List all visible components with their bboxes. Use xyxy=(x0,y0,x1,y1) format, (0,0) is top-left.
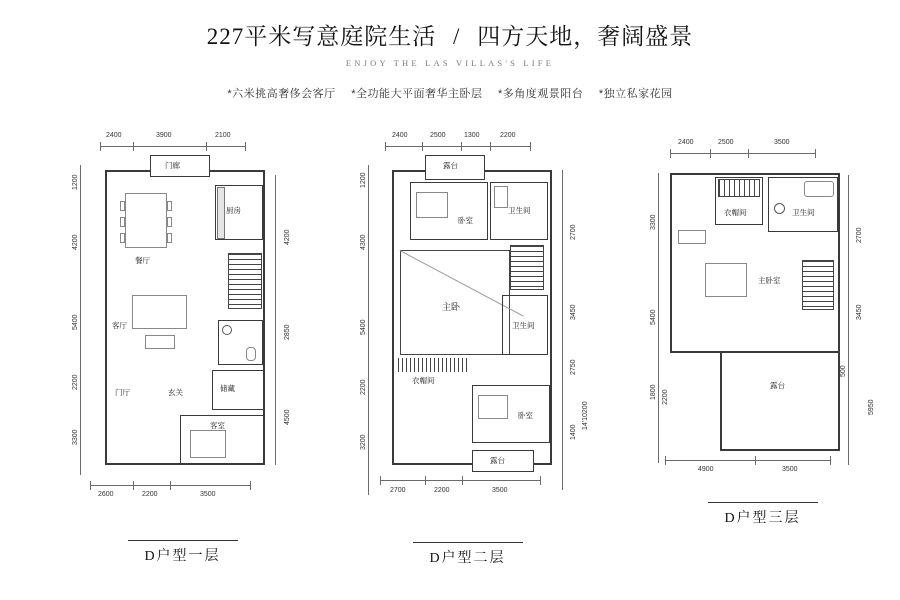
dining-table xyxy=(125,193,167,248)
dim-left-1: 1200 xyxy=(360,172,367,188)
room-label-bath-mid: 卫生间 xyxy=(512,321,535,330)
dim-tick xyxy=(540,476,541,485)
dim-line-left xyxy=(368,165,369,495)
dim-tick xyxy=(461,142,462,151)
floorplan-second-floor xyxy=(350,110,610,566)
room-label-balcony-bottom: 露台 xyxy=(490,456,505,465)
dim-left-2: 5400 xyxy=(650,309,657,325)
staircase xyxy=(802,260,834,310)
room-label-bedroom-bottom: 卧室 xyxy=(518,411,533,420)
caption-rule xyxy=(128,533,238,541)
dim-left-1: 3300 xyxy=(650,214,657,230)
room-label-balcony-top: 露台 xyxy=(443,161,458,170)
dim-line-top xyxy=(385,146,530,147)
dim-top-2: 3900 xyxy=(156,132,172,139)
sofa xyxy=(678,230,706,244)
dim-top-4: 2200 xyxy=(500,132,516,139)
bathtub-icon xyxy=(804,181,834,197)
feature-item-2: *全功能大平面奢华主卧层 xyxy=(351,88,483,100)
dim-left-1: 1200 xyxy=(72,174,79,190)
dim-bottom-1: 4900 xyxy=(698,466,714,473)
dim-tick xyxy=(133,481,134,490)
dim-left-2: 4300 xyxy=(360,234,367,250)
dim-bottom-1: 2600 xyxy=(98,491,114,498)
dim-tick xyxy=(670,149,671,158)
dim-left-5: 3300 xyxy=(72,429,79,445)
dim-right-4: 1400 xyxy=(570,424,577,440)
room-wardrobe xyxy=(398,358,468,372)
feature-item-3: *多角度观景阳台 xyxy=(498,88,584,100)
dim-tick xyxy=(250,481,251,490)
dim-tick xyxy=(206,142,207,151)
dim-tick xyxy=(830,456,831,465)
dim-bottom-3: 3500 xyxy=(492,487,508,494)
bed-icon xyxy=(478,395,508,419)
dim-line-right xyxy=(275,175,276,465)
caption-text-floor2: D户型二层 xyxy=(429,551,506,566)
chair xyxy=(167,233,172,243)
caption-third-floor xyxy=(655,495,870,527)
title-separator: / xyxy=(453,24,461,49)
dim-line-top xyxy=(100,146,245,147)
caption-text-floor3: D户型三层 xyxy=(724,511,801,526)
caption-rule xyxy=(708,495,818,503)
room-label-master: 主卧 xyxy=(442,302,461,312)
chair xyxy=(120,201,125,211)
staircase xyxy=(228,253,262,309)
floorplan-third-floor xyxy=(640,115,890,535)
caption-rule xyxy=(413,535,523,543)
dim-top-1: 2400 xyxy=(106,132,122,139)
chair xyxy=(167,201,172,211)
dim-right-1: 2700 xyxy=(856,227,863,243)
toilet-icon xyxy=(246,347,256,361)
dim-line-bottom xyxy=(380,480,540,481)
dim-tick xyxy=(710,149,711,158)
staircase xyxy=(510,245,544,290)
dim-right-2: 2850 xyxy=(284,324,291,340)
room-label-bath-top: 卫生间 xyxy=(508,206,531,215)
coffee-table xyxy=(145,335,175,349)
dim-bottom-3: 3500 xyxy=(200,491,216,498)
room-label-storage: 储藏 xyxy=(220,384,235,393)
title-sub: 四方天地，奢阔盛景 xyxy=(477,24,694,49)
dim-tick xyxy=(748,149,749,158)
dim-right-3: 4500 xyxy=(284,409,291,425)
room-label-living: 客厅 xyxy=(112,321,127,330)
dim-top-2: 2500 xyxy=(430,132,446,139)
dim-tick xyxy=(462,476,463,485)
room-label-terrace: 露台 xyxy=(770,381,785,390)
room-label-porch: 门廊 xyxy=(165,161,180,170)
dim-tick xyxy=(425,476,426,485)
room-label-entry: 玄关 xyxy=(168,388,183,397)
caption-first-floor xyxy=(75,533,290,565)
dim-tick xyxy=(100,142,101,151)
bed-icon xyxy=(190,430,226,458)
wardrobe-shelves xyxy=(718,179,760,197)
dim-top-2: 2500 xyxy=(718,139,734,146)
dim-left-3: 1800 xyxy=(650,384,657,400)
dim-top-3: 2100 xyxy=(215,132,231,139)
dim-line-bottom xyxy=(665,460,830,461)
dim-right-3: 2750 xyxy=(570,359,577,375)
caption-second-floor xyxy=(360,535,575,567)
dim-bottom-2: 2200 xyxy=(142,491,158,498)
room-label-bathroom: 卫生间 xyxy=(792,208,815,217)
chair xyxy=(120,233,125,243)
dim-line-left xyxy=(658,173,659,463)
page-title xyxy=(0,18,900,51)
dim-tick xyxy=(755,456,756,465)
dim-tick xyxy=(385,142,386,151)
dim-left-2: 4200 xyxy=(72,234,79,250)
sofa xyxy=(132,295,187,329)
title-main: 227平米写意庭院生活 xyxy=(206,24,437,49)
dim-bottom-1: 2700 xyxy=(390,487,406,494)
room-label-master-bedroom: 主卧室 xyxy=(758,276,781,285)
bed-icon xyxy=(416,192,448,218)
sink-icon xyxy=(774,203,785,214)
room-label-kitchen: 厨房 xyxy=(226,206,241,215)
dim-right-2: 3450 xyxy=(856,304,863,320)
dim-top-3: 3500 xyxy=(774,139,790,146)
dim-line-left xyxy=(80,165,81,475)
chair xyxy=(120,217,125,227)
room-label-wardrobe: 衣帽间 xyxy=(724,208,747,217)
dim-bottom-2: 3500 xyxy=(782,466,798,473)
counter xyxy=(217,187,225,239)
dim-tick xyxy=(815,149,816,158)
bathtub-icon xyxy=(494,186,508,208)
dim-tick xyxy=(245,142,246,151)
dim-top-1: 2400 xyxy=(392,132,408,139)
room-label-guest: 客室 xyxy=(210,421,225,430)
dim-tick xyxy=(530,142,531,151)
dim-line-right xyxy=(848,175,849,465)
room-porch xyxy=(150,155,210,177)
dim-right-total: 14'10200 xyxy=(582,401,589,430)
bed-icon xyxy=(705,263,747,297)
dim-tick xyxy=(665,456,666,465)
floorplan-first-floor xyxy=(60,115,310,564)
dim-tick xyxy=(380,476,381,485)
dim-right-1: 2700 xyxy=(570,224,577,240)
room-label-bedroom-top: 卧室 xyxy=(458,216,473,225)
room-label-wardrobe: 衣帽间 xyxy=(412,376,435,385)
dim-right-2: 3450 xyxy=(570,304,577,320)
dim-left-5: 3200 xyxy=(360,434,367,450)
sink-icon xyxy=(222,325,232,335)
room-label-dining: 餐厅 xyxy=(135,256,150,265)
dim-tick xyxy=(422,142,423,151)
dim-right-3: 5950 xyxy=(868,399,875,415)
dim-line-right xyxy=(562,170,563,490)
dim-bottom-2: 2200 xyxy=(434,487,450,494)
feature-list xyxy=(0,85,900,101)
dim-tick xyxy=(170,481,171,490)
dim-top-3: 1300 xyxy=(464,132,480,139)
dim-left-3: 5400 xyxy=(360,319,367,335)
poster-header xyxy=(0,0,900,101)
dim-right-4: 500 xyxy=(840,365,847,377)
dim-tick xyxy=(90,481,91,490)
dim-left-4: 2200 xyxy=(72,374,79,390)
dim-left-4: 2200 xyxy=(360,379,367,395)
caption-text-floor1: D户型一层 xyxy=(144,549,221,564)
feature-item-1: *六米挑高奢侈会客厅 xyxy=(227,88,336,100)
dim-left-3: 5400 xyxy=(72,314,79,330)
terrace-outline xyxy=(720,353,840,451)
feature-item-4: *独立私家花园 xyxy=(598,88,673,100)
dim-tick xyxy=(133,142,134,151)
dim-line-top xyxy=(670,153,815,154)
dim-left-4: 2200 xyxy=(662,389,669,405)
dim-tick xyxy=(490,142,491,151)
subtitle-english: ENJOY THE LAS VILLAS'S LIFE xyxy=(345,58,555,68)
dim-top-1: 2400 xyxy=(678,139,694,146)
room-label-foyer: 门厅 xyxy=(115,388,130,397)
dim-right-1: 4200 xyxy=(284,229,291,245)
chair xyxy=(167,217,172,227)
